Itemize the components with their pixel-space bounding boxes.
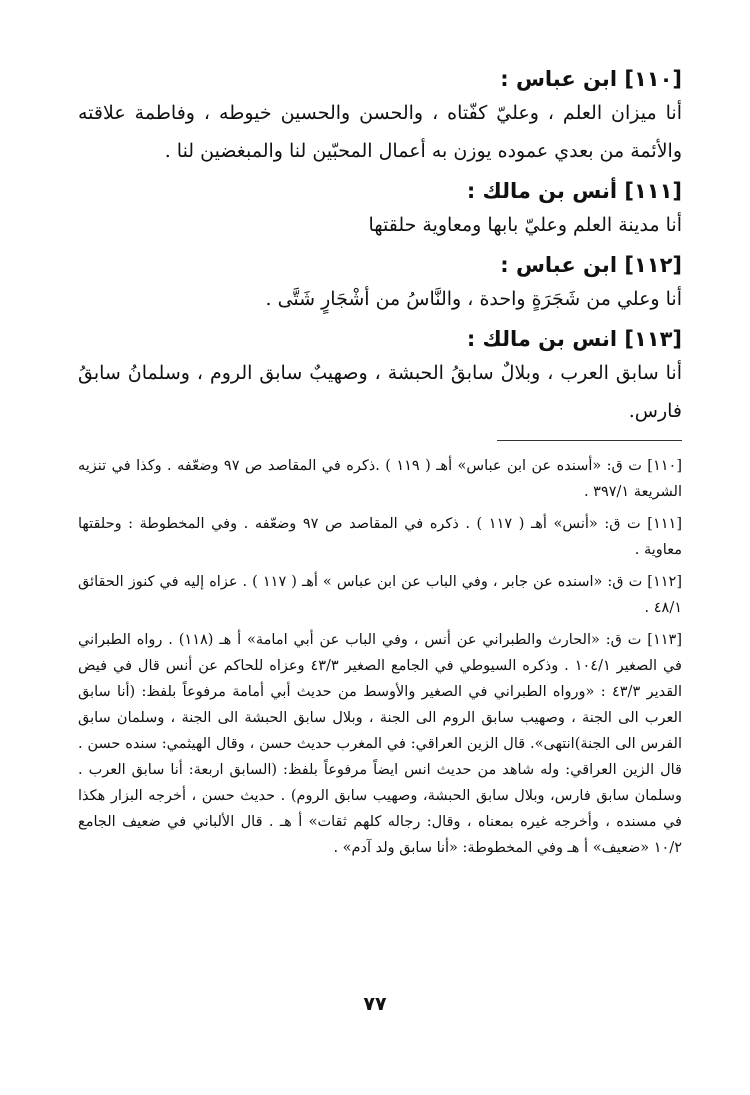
entry-111 <box>78 176 682 244</box>
footnote-112: [١١٢] ت ق: «اسنده عن جابر ، وفي الباب عن ابن عباس » أهـ ( ١١٧ ) . عزاه إليه في كنوز الحقائق ٤٨/١ . <box>78 574 682 616</box>
entry-heading: [١١٢] ابن عباس : <box>500 253 682 277</box>
footnotes <box>78 453 682 861</box>
entry-110 <box>78 64 682 170</box>
entry-heading: [١١٠] ابن عباس : <box>500 67 682 91</box>
footnote-111: [١١١] ت ق: «أنس» أهـ ( ١١٧ ) . ذكره في المقاصد ص ٩٧ وضعّفه . وفي المخطوطة : وحلقتها معاوية . <box>78 516 682 558</box>
footnote-110: [١١٠] ت ق: «أسنده عن ابن عباس» أهـ ( ١١٩ ) .ذكره في المقاصد ص ٩٧ وضعّفه . وكذا في تنزيه الشريعة ٣٩٧/١ . <box>78 458 682 500</box>
entry-heading: [١١٣] انس بن مالك : <box>466 327 682 351</box>
page-number: ٧٧ <box>363 993 387 1015</box>
entry-112 <box>78 250 682 318</box>
footnote-separator <box>497 440 682 441</box>
entry-text: أنا مدينة العلم وعليّ بابها ومعاوية حلقتها <box>368 214 682 236</box>
entry-text: أنا وعلي من شَجَرَةٍ واحدة ، والنَّاسُ من أشْجَارٍ شَتَّى . <box>265 288 682 310</box>
footnote-113: [١١٣] ت ق: «الحارث والطبراني عن أنس ، وفي الباب عن أبي امامة» أ هـ (١١٨) . رواه الطبراني في الصغير ١٠٤/١ . وذكره السيوطي في الجامع الصغير ٤٣/٣ وعزاه للحاكم عن أنس قال في فيض القدير ٤٣/٣ : «ورواه الطبراني في الصغير والأوسط من حديث أبي أمامة مرفوعاً بلفظ: (أنا سابق العرب الى الجنة ، وصهيب سابق الروم الى الجنة ، وبلال سابق الحبشة الى الجنة ، وسلمان سابق الفرس الى الجنة)انتهى». قال الزين العراقي: في المغرب حديث حسن ، وقال الهيثمي: سنده حسن . قال الزين العراقي: وله شاهد من حديث انس ايضاً مرفوعاً بلفظ: (السابق اربعة: أنا سابق العرب . وسلمان سابق فارس، وبلال سابق الحبشة، وصهيب سابق الروم) . حديث حسن ، أخرجه البزار هكذا في مسنده ، وأخرجه غيره بمعناه ، وقال: رجاله كلهم ثقات» أ هـ . قال الألباني في ضعيف الجامع ١٠/٢ «ضعيف» أ هـ وفي المخطوطة: «أنا سابق ولد آدم» . <box>78 632 683 856</box>
entry-text: أنا ميزان العلم ، وعليّ كفّتاه ، والحسن والحسين خيوطه ، وفاطمة علاقته والأئمة من بعدي عموده يوزن به أعمال المحبّين لنا والمبغضين لنا . <box>78 102 682 162</box>
entry-heading: [١١١] أنس بن مالك : <box>466 179 682 203</box>
entry-text: أنا سابق العرب ، وبلالٌ سابقُ الحبشة ، وصهيبٌ سابق الروم ، وسلمانُ سابقُ فارس. <box>78 362 682 422</box>
entry-113 <box>78 324 682 430</box>
page-body <box>78 64 682 867</box>
